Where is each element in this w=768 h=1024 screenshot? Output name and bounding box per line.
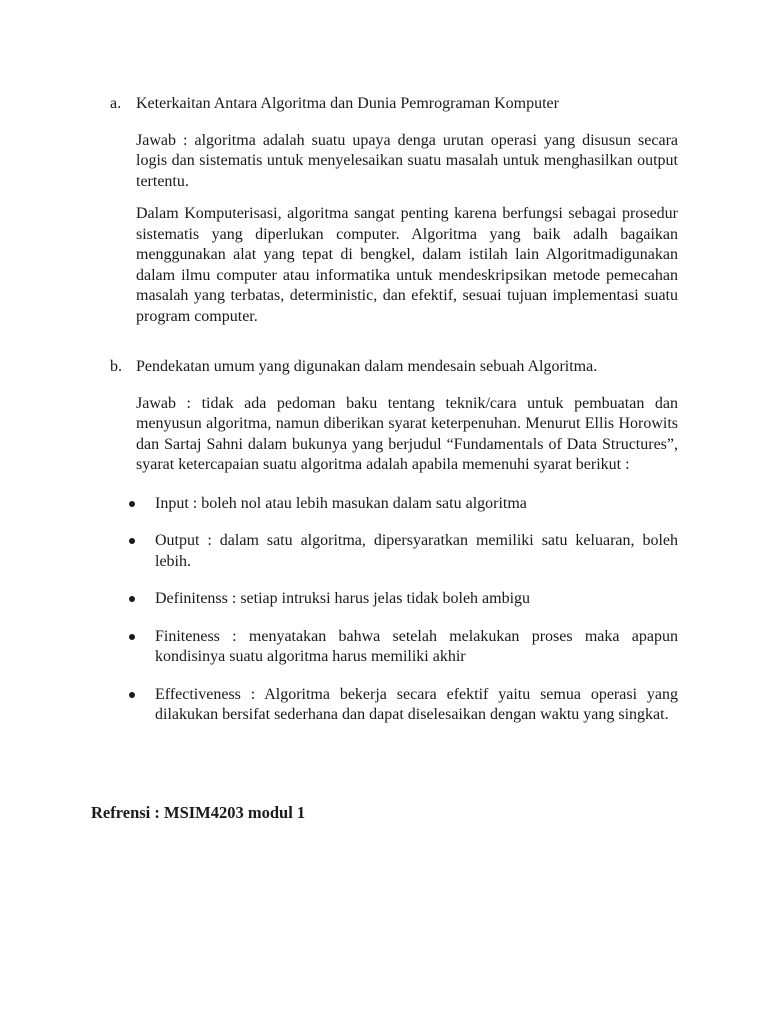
section-b xyxy=(110,357,678,743)
list-item xyxy=(155,531,678,572)
section-a-title: Keterkaitan Antara Algoritma dan Dunia Pemrograman Komputer xyxy=(136,95,559,112)
list-item xyxy=(155,494,678,515)
bullet-icon xyxy=(129,634,135,640)
list-item xyxy=(155,589,678,610)
section-b-title: Pendekatan umum yang digunakan dalam mendesain sebuah Algoritma. xyxy=(136,358,598,375)
bullet-icon xyxy=(129,596,135,602)
bullet-icon xyxy=(129,501,135,507)
section-a-body-paragraph: Dalam Komputerisasi, algoritma sangat penting karena berfungsi sebagai prosedur sistematis yang diperlukan computer. Algoritma yang baik adalh bagaikan menggunakan alat yang tepat di bengkel, dalam istilah lain Algoritmadigunakan dalam ilmu computer atau informatika untuk mendeskripsikan metode pemecahan masalah yang terbatas, deterministic, dan efektif, sesuai tujuan implementasi suatu program computer. xyxy=(136,205,678,325)
section-b-answer-paragraph: Jawab : tidak ada pedoman baku tentang teknik/cara untuk pembuatan dan menyusun algoritma, namun diberikan syarat keterpenuhan. Menurut Ellis Horowits dan Sartaj Sahni dalam bukunya yang berjudul “Fundamentals of Data Structures”, syarat ketercapaian suatu algoritma adalah apabila memenuhi syarat berikut : xyxy=(136,394,678,473)
section-b-heading xyxy=(110,357,678,378)
list-item xyxy=(155,685,678,726)
reference-line: Refrensi : MSIM4203 modul 1 xyxy=(91,803,306,822)
list-item xyxy=(155,627,678,668)
section-a-marker: a. xyxy=(110,95,122,112)
list-item-text: Finiteness : menyatakan bahwa setelah melakukan proses maka apapun kondisinya suatu algoritma harus memiliki akhir xyxy=(155,627,678,665)
list-item-text: Output : dalam satu algoritma, dipersyaratkan memiliki satu keluaran, boleh lebih. xyxy=(155,532,678,570)
requirements-list xyxy=(110,494,678,726)
list-item-text: Definitenss : setiap intruksi harus jelas tidak boleh ambigu xyxy=(155,590,531,607)
section-a xyxy=(110,94,678,327)
section-a-heading xyxy=(110,94,678,115)
bullet-icon xyxy=(129,538,135,544)
section-b-marker: b. xyxy=(110,358,122,375)
list-item-text: Input : boleh nol atau lebih masukan dalam satu algoritma xyxy=(155,494,527,512)
section-a-answer-paragraph: Jawab : algoritma adalah suatu upaya denga urutan operasi yang disusun secara logis dan sistematis untuk menyelesaikan suatu masalah untuk menghasilkan output tertentu. xyxy=(136,131,678,190)
list-item-text: Effectiveness : Algoritma bekerja secara efektif yaitu semua operasi yang dilakukan bersifat sederhana dan dapat diselesaikan dengan waktu yang singkat. xyxy=(155,685,678,723)
bullet-icon xyxy=(129,692,135,698)
